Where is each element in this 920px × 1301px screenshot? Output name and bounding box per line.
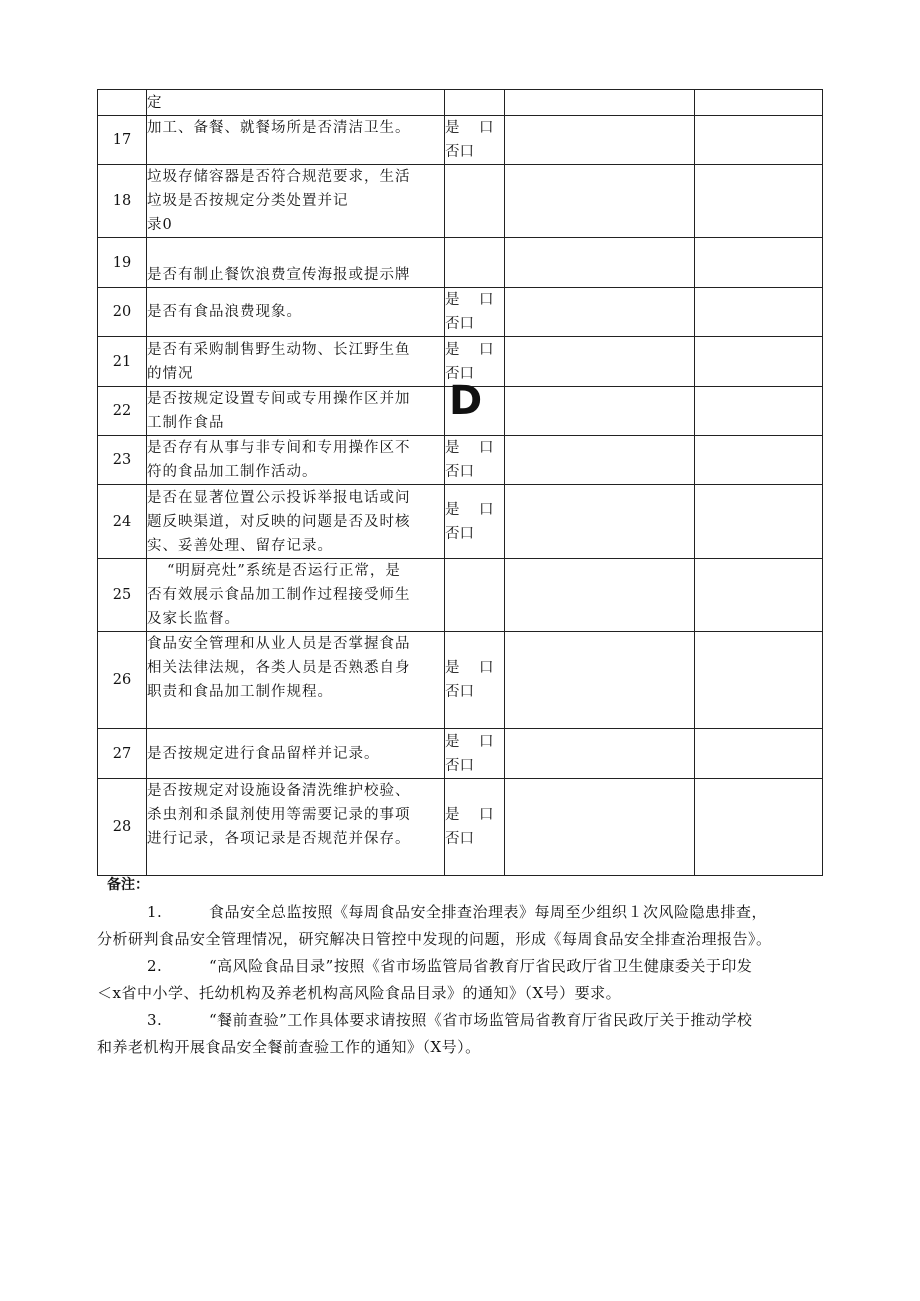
table-row-continuation [98,90,823,116]
item-cell [147,632,445,729]
issue-cell [505,288,695,337]
remark-cell [695,116,823,165]
item-cell [147,238,445,288]
item-text: 垃圾存储容器是否符合规范要求，生活 [147,169,411,185]
result-cell[interactable] [445,116,505,165]
yes-checkbox[interactable]: 口 [479,440,494,456]
item-text: 加工、备餐、就餐场所是否清洁卫生。 [147,120,411,136]
table-row [98,485,823,559]
remark-cell [695,387,823,436]
yes-option[interactable] [445,288,504,312]
note-number: 1. [147,903,163,921]
item-text: 的情况 [147,365,194,382]
issue-cell [505,337,695,387]
item-text: 相关法律法规，各类人员是否熟悉自身 [147,660,411,676]
note-item [97,899,837,953]
item-text: 职责和食品加工制作规程。 [147,684,333,700]
remark-cell [695,165,823,238]
inspection-table [97,89,823,876]
row-number: 26 [98,632,147,729]
result-cell[interactable] [445,436,505,485]
no-option[interactable]: 否口 [445,831,474,847]
yes-checkbox[interactable]: 口 [479,341,494,358]
remark-cell [695,559,823,632]
result-cell [445,90,505,116]
remark-cell [695,90,823,116]
yes-checkbox[interactable]: 口 [479,501,494,518]
yes-option[interactable] [445,803,504,827]
yes-checkbox[interactable]: 口 [479,660,494,676]
issue-cell [505,729,695,779]
item-text: 录0 [147,217,173,233]
issue-cell [505,632,695,729]
result-cell[interactable] [445,632,505,729]
no-option[interactable]: 否口 [445,464,474,480]
no-option[interactable]: 否口 [445,684,474,700]
issue-cell [505,387,695,436]
item-text: 符的食品加工制作活动。 [147,464,318,480]
yes-label: 是 [445,341,460,358]
table-row [98,116,823,165]
remark-cell [695,729,823,779]
table-row [98,238,823,288]
yes-checkbox[interactable]: 口 [479,292,494,308]
item-cell [147,337,445,387]
table-row [98,387,823,436]
table-row [98,559,823,632]
item-cell [147,288,445,337]
remark-cell [695,632,823,729]
yes-label: 是 [445,501,460,518]
row-number: 25 [98,559,147,632]
item-cell [147,116,445,165]
item-cell [147,729,445,779]
remark-cell [695,337,823,387]
note-text: 食品安全总监按照《每周食品安全排查治理表》每周至少组织１次风险隐患排查， [209,903,768,921]
no-option[interactable]: 否口 [445,365,474,382]
item-text: 是否按规定对设施设备清洗维护校验、 [147,783,411,799]
issue-cell [505,485,695,559]
issue-cell [505,165,695,238]
table-row [98,729,823,779]
note-number: 3. [147,1011,163,1029]
no-cell [98,90,147,116]
result-cell[interactable] [445,165,505,238]
item-text: 是否按规定进行食品留样并记录。 [147,745,380,762]
note-text: 分析研判食品安全管理情况，研究解决日管控中发现的问题，形成《每周食品安全排查治理报告》。 [97,930,772,948]
result-cell[interactable] [445,559,505,632]
note-text: “高风险食品目录”按照《省市场监管局省教育厅省民政厅省卫生健康委关于印发 [209,957,753,975]
yes-label: 是 [445,120,460,136]
item-text: 食品安全管理和从业人员是否掌握食品 [147,636,411,652]
note-text: ＜x省中小学、托幼机构及养老机构高风险食品目录》的通知》（X号）要求。 [97,984,622,1002]
note-item [97,953,837,1007]
no-option[interactable]: 否口 [445,144,474,160]
notes-heading: 备注： [107,877,149,893]
result-cell[interactable] [445,485,505,559]
yes-option[interactable] [445,730,504,754]
item-text: 定 [147,94,163,111]
no-option[interactable]: 否口 [445,525,474,542]
row-number: 22 [98,387,147,436]
yes-checkbox[interactable]: 口 [479,807,494,823]
remark-cell [695,238,823,288]
yes-label: 是 [445,807,460,823]
yes-option[interactable] [445,338,504,362]
issue-cell [505,116,695,165]
item-cell [147,90,445,116]
result-cell[interactable] [445,779,505,876]
issue-cell [505,779,695,876]
item-text: 进行记录，各项记录是否规范并保存。 [147,831,411,847]
result-cell[interactable] [445,288,505,337]
item-cell [147,387,445,436]
result-mark: D [449,378,483,424]
item-text: 垃圾是否按规定分类处置并记 [147,193,349,209]
row-number: 23 [98,436,147,485]
item-text: 是否存有从事与非专间和专用操作区不 [147,440,411,456]
no-option[interactable]: 否口 [445,757,474,774]
result-cell[interactable] [445,238,505,288]
table-row [98,436,823,485]
item-text: 否有效展示食品加工制作过程接受师生 [147,587,411,603]
row-number: 27 [98,729,147,779]
row-number: 18 [98,165,147,238]
table-row [98,288,823,337]
table-row [98,632,823,729]
item-text: 是否有制止餐饮浪费宣传海报或提示牌 [147,267,411,283]
issue-cell [505,559,695,632]
yes-label: 是 [445,660,460,676]
yes-label: 是 [445,440,460,456]
item-cell [147,559,445,632]
item-text: 是否有采购制售野生动物、长江野生鱼 [147,341,411,358]
remark-cell [695,485,823,559]
remark-cell [695,288,823,337]
item-text: 工制作食品 [147,415,225,431]
remark-cell [695,779,823,876]
yes-checkbox[interactable]: 口 [479,120,494,136]
item-cell [147,485,445,559]
row-number: 21 [98,337,147,387]
result-cell[interactable] [445,729,505,779]
table-row [98,165,823,238]
item-text: “明厨亮灶”系统是否运行正常，是 [167,563,401,579]
issue-cell [505,90,695,116]
remark-cell [695,436,823,485]
row-number: 28 [98,779,147,876]
item-cell [147,436,445,485]
issue-cell [505,436,695,485]
note-number: 2. [147,957,163,975]
item-text: 及家长监督。 [147,611,240,627]
yes-option[interactable] [445,498,504,522]
row-number: 20 [98,288,147,337]
no-option[interactable]: 否口 [445,316,474,332]
item-text: 实、妥善处理、留存记录。 [147,537,333,554]
note-item [97,1007,837,1061]
result-cell[interactable] [445,378,505,436]
item-cell [147,165,445,238]
yes-checkbox[interactable]: 口 [479,733,494,750]
issue-cell [505,238,695,288]
item-text: 是否按规定设置专间或专用操作区并加 [147,391,411,407]
yes-option[interactable] [445,436,504,460]
item-text: 杀虫剂和杀鼠剂使用等需要记录的事项 [147,807,411,823]
item-text: 题反映渠道，对反映的问题是否及时核 [147,513,411,530]
row-number: 19 [98,238,147,288]
note-text: 和养老机构开展食品安全餐前查验工作的通知》（X号）。 [97,1038,481,1056]
table-row [98,779,823,876]
note-text: “餐前查验”工作具体要求请按照《省市场监管局省教育厅省民政厅关于推动学校 [209,1011,753,1029]
item-text: 是否在显著位置公示投诉举报电话或问 [147,489,411,506]
row-number: 24 [98,485,147,559]
yes-label: 是 [445,733,460,750]
item-cell [147,779,445,876]
notes-section [97,872,837,1061]
row-number: 17 [98,116,147,165]
item-text: 是否有食品浪费现象。 [147,304,302,320]
yes-option[interactable] [445,656,504,680]
yes-option[interactable] [445,116,504,140]
yes-label: 是 [445,292,460,308]
